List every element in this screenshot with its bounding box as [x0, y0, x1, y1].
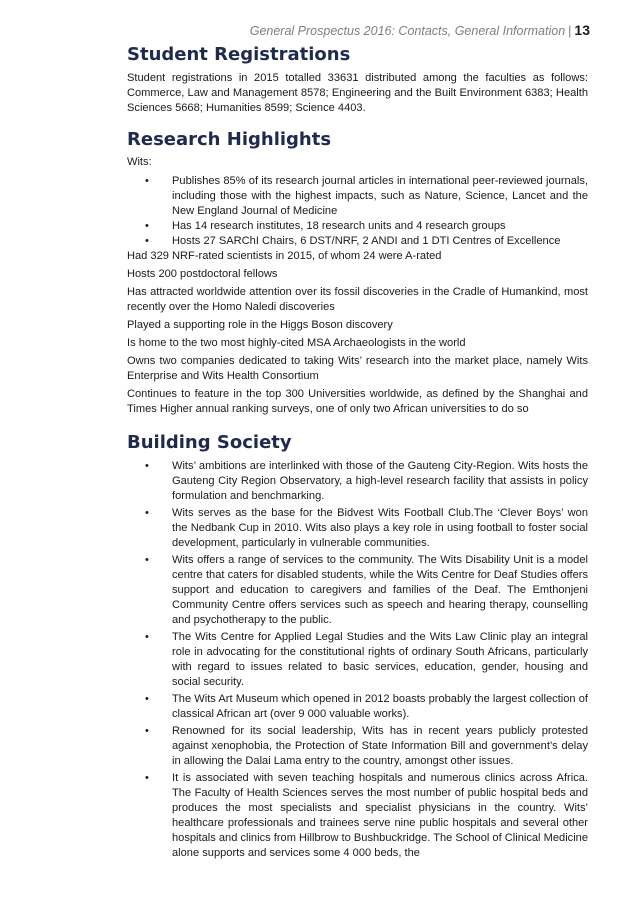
student-registrations-text: Student registrations in 2015 totalled 33631 distributed among the faculties as follows: Commerce, Law and Management 8578; Engineering and the Built Environment 6383; Health Sciences 5668; Humanities 8599; Science 4403.	[127, 72, 588, 114]
student-registrations-heading: Student Registrations	[127, 44, 351, 65]
bullet-text: Publishes 85% of its research journal articles in international peer-reviewed journals, including those with the highest impacts, such as Nature, Science, Lancet and the New England Journal of Medicine	[172, 175, 588, 217]
research-line: Is home to the two most highly-cited MSA Archaeologists in the world	[127, 337, 466, 349]
bullet-icon: •	[145, 631, 149, 643]
bullet-icon: •	[145, 460, 149, 472]
header-separator: |	[568, 24, 572, 38]
bullet-icon: •	[145, 725, 149, 737]
research-bullet-list	[127, 174, 588, 249]
research-line: Has attracted worldwide attention over its fossil discoveries in the Cradle of Humankind, most recently over the Homo Naledi discoveries	[127, 286, 588, 313]
research-highlights-heading: Research Highlights	[127, 129, 332, 150]
page-content	[127, 42, 588, 861]
research-line: Hosts 200 postdoctoral fellows	[127, 268, 278, 280]
building-society-heading: Building Society	[127, 432, 292, 453]
header-title: General Prospectus 2016: Contacts, General Information	[249, 24, 566, 38]
bullet-icon: •	[145, 554, 149, 566]
society-bullet	[127, 630, 588, 690]
research-line: Had 329 NRF-rated scientists in 2015, of whom 24 were A-rated	[127, 250, 442, 262]
bullet-icon: •	[145, 693, 149, 705]
bullet-icon: •	[145, 175, 149, 187]
bullet-text: It is associated with seven teaching hospitals and numerous clinics across Africa. The Faculty of Health Sciences serves the most number of public hospital beds and produces the most specialists and specialist physicians in the country. Wits’ healthcare professionals and trainees serve nine public hospitals and several other hospitals and clinics from Hillbrow to Bushbuckridge. The School of Clinical Medicine alone supports and services some 4 000 beds, the	[172, 772, 589, 859]
bullet-text: Wits offers a range of services to the community. The Wits Disability Unit is a model centre that caters for disabled students, while the Wits Centre for Deaf Studies offers support and education to caregivers and families of the Deaf. The Emthonjeni Community Centre offers services such as speech and hearing therapy, counselling and psychotherapy to the public.	[172, 554, 588, 626]
research-intro: Wits:	[127, 156, 152, 168]
society-bullet	[127, 771, 588, 861]
bullet-text: The Wits Art Museum which opened in 2012 boasts probably the largest collection of classical African art (over 9 000 valuable works).	[172, 693, 588, 720]
research-bullet	[127, 174, 588, 219]
bullet-text: Hosts 27 SARChI Chairs, 6 DST/NRF, 2 ANDI and 1 DTI Centres of Excellence	[172, 235, 561, 247]
bullet-text: The Wits Centre for Applied Legal Studies and the Wits Law Clinic play an integral role in advocating for the constitutional rights of ordinary South Africans, particularly with regard to issues related to basic services, education, gender, housing and social security.	[172, 631, 588, 688]
research-bullet	[127, 234, 588, 249]
bullet-text: Wits’ ambitions are interlinked with those of the Gauteng City-Region. Wits hosts the Gauteng City Region Observatory, a high-level research facility that assists in policy formulation and benchmarking.	[172, 460, 588, 502]
society-bullet	[127, 506, 588, 551]
bullet-icon: •	[145, 235, 149, 247]
bullet-icon: •	[145, 772, 149, 784]
research-line: Played a supporting role in the Higgs Boson discovery	[127, 319, 393, 331]
research-bullet	[127, 219, 588, 234]
society-bullet	[127, 692, 588, 722]
society-bullet-list	[127, 459, 588, 861]
page-header	[250, 22, 590, 38]
society-bullet	[127, 553, 588, 628]
research-line: Owns two companies dedicated to taking Wits’ research into the market place, namely Wits Enterprise and Wits Health Consortium	[127, 355, 588, 382]
bullet-icon: •	[145, 220, 149, 232]
bullet-text: Renowned for its social leadership, Wits has in recent years publicly protested against xenophobia, the Protection of State Information Bill and government’s delay in allowing the Dalai Lama entry to the country, amongst other issues.	[172, 725, 588, 767]
research-line: Continues to feature in the top 300 Universities worldwide, as defined by the Shanghai and Times Higher annual ranking surveys, one of only two African universities to do so	[127, 388, 588, 415]
society-bullet	[127, 724, 588, 769]
society-bullet	[127, 459, 588, 504]
bullet-icon: •	[145, 507, 149, 519]
page-number: 13	[574, 22, 590, 38]
bullet-text: Has 14 research institutes, 18 research units and 4 research groups	[172, 220, 506, 232]
bullet-text: Wits serves as the base for the Bidvest Wits Football Club.The ‘Clever Boys’ won the Nedbank Cup in 2010. Wits also plays a key role in using football to foster social development, particularly in vulnerable communities.	[172, 507, 588, 549]
